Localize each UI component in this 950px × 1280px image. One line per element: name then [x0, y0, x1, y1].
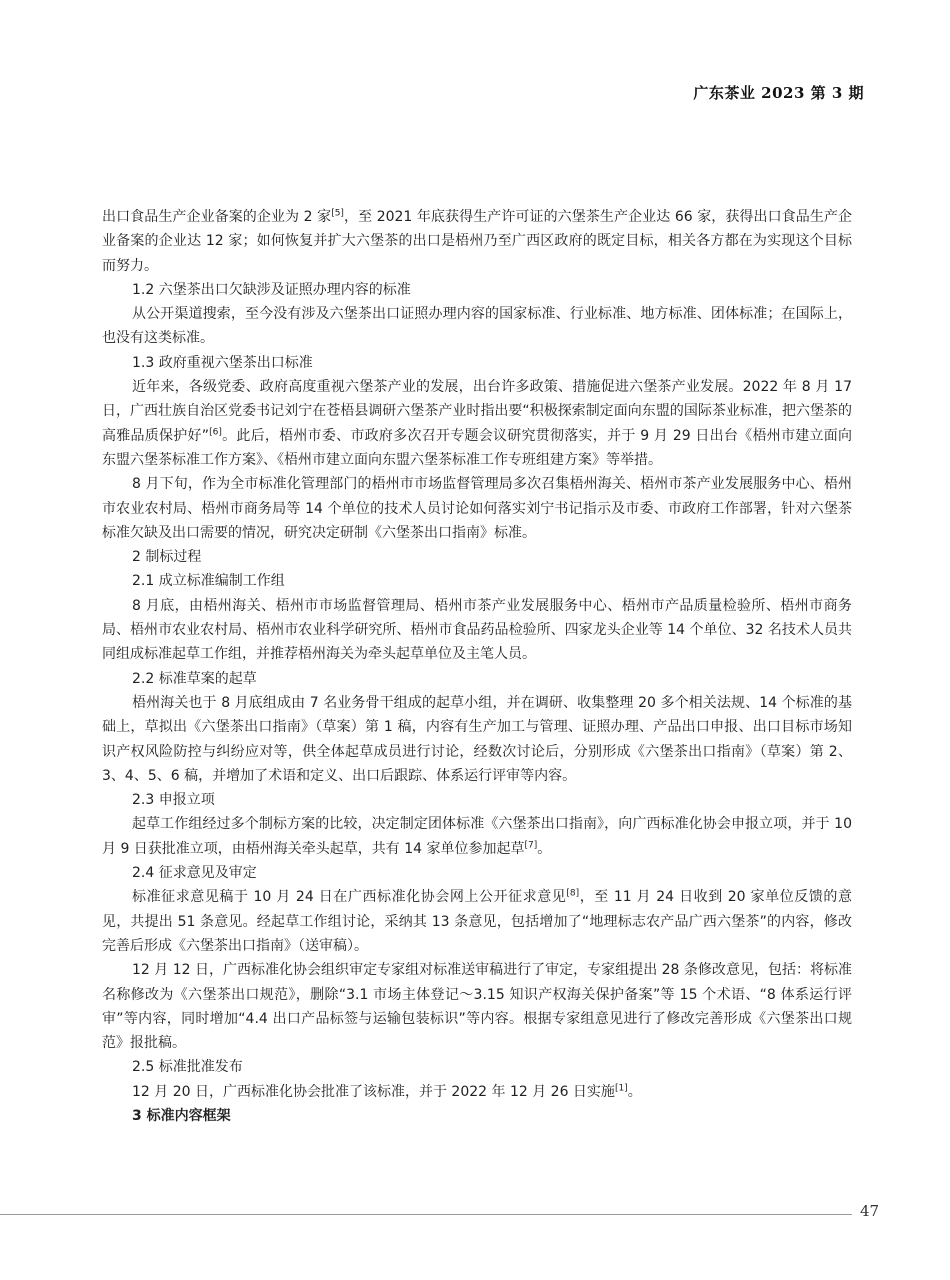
paragraph: 近年来，各级党委、政府高度重视六堡茶产业的发展，出台许多政策、措施促进六堡茶产业发展。2022 年 8 月 17 日，广西壮族自治区党委书记刘宁在苍梧县调研六堡茶产业时指出要“积极探索制定面向东盟的国际茶业标准，把六堡茶的高雅品质保护好”[6]。此后，梧州市委、市政府多次召开专题会议研究贯彻落实，并于 9 月 29 日出台《梧州市建立面向东盟六堡茶标准工作方案》、《梧州市建立面向东盟六堡茶标准工作专班组建方案》等举措。 — [102, 379, 852, 468]
paragraph: 8 月下旬，作为全市标准化管理部门的梧州市市场监督管理局多次召集梧州海关、梧州市茶产业发展服务中心、梧州市农业农村局、梧州市商务局等 14 个单位的技术人员讨论如何落实刘宁书记指示及市委、市政府工作部署，针对六堡茶标准欠缺及出口需要的情况，研究决定研制《六堡茶出口指南》标准。 — [102, 476, 852, 541]
citation: [8] — [566, 888, 580, 899]
page-number: 47 — [860, 1202, 880, 1220]
paragraph: 12 月 20 日，广西标准化协会批准了该标准，并于 2022 年 12 月 26 日实施[1]。 — [132, 1083, 642, 1100]
citation: [6] — [209, 427, 222, 438]
paragraph: 标准征求意见稿于 10 月 24 日在广西标准化协会网上公开征求意见[8]，至 11 月 24 日收到 20 家单位反馈的意见，共提出 51 条意见。经起草工作组讨论，采纳其 13 条意见，包括增加了“地理标志农产品广西六堡茶”的内容，修改完善后形成《六堡茶出口指南》（送审稿）。 — [102, 888, 852, 954]
paragraph: 从公开渠道搜索，至今没有涉及六堡茶出口证照办理内容的国家标准、行业标准、地方标准、团体标准；在国际上，也没有这类标准。 — [102, 306, 852, 347]
citation: [7] — [524, 840, 538, 851]
section-heading: 2.3 申报立项 — [132, 792, 215, 809]
paragraph: 8 月底，由梧州海关、梧州市市场监督管理局、梧州市茶产业发展服务中心、梧州市产品质量检验所、梧州市商务局、梧州市农业农村局、梧州市农业科学研究所、梧州市食品药品检验所、四家龙头企业等 14 个单位、32 名技术人员共同组成标准起草工作组，并推荐梧州海关为牵头起草单位及主笔人员。 — [102, 597, 852, 663]
section-heading: 2.5 标准批准发布 — [132, 1059, 243, 1076]
section-heading: 1.2 六堡茶出口欠缺涉及证照办理内容的标准 — [132, 281, 411, 298]
section-heading: 1.3 政府重视六堡茶出口标准 — [132, 354, 313, 371]
section-heading: 2.4 征求意见及审定 — [132, 865, 257, 882]
journal-header: 广东茶业 2023 第 3 期 — [693, 84, 864, 102]
article-body — [102, 205, 852, 1128]
paragraph: 起草工作组经过多个制标方案的比较，决定制定团体标准《六堡茶出口指南》，向广西标准化协会申报立项，并于 10 月 9 日获批准立项，由梧州海关牵头起草，共有 14 家单位参加起草[7]。 — [102, 816, 852, 857]
section-heading: 2.1 成立标准编制工作组 — [132, 573, 285, 590]
paragraph: 12 月 12 日，广西标准化协会组织审定专家组对标准送审稿进行了审定，专家组提出 28 条修改意见，包括：将标准名称修改为《六堡茶出口规范》，删除“3.1 市场主体登记～3.15 知识产权海关保护备案”等 15 个术语、“8 体系运行评审”等内容，同时增加“4.4 出口产品标签与运输包装标识”等内容。根据专家组意见进行了修改完善形成《六堡茶出口规范》报批稿。 — [102, 962, 852, 1052]
section-heading: 2 制标过程 — [132, 549, 202, 566]
paragraph: 出口食品生产企业备案的企业为 2 家[5]，至 2021 年底获得生产许可证的六堡茶生产企业达 66 家，获得出口食品生产企业备案的企业达 12 家；如何恢复并扩大六堡茶的出口是梧州乃至广西区政府的既定目标，相关各方都在为实现这个目标而努力。 — [102, 208, 852, 274]
citation: [1] — [614, 1083, 628, 1094]
citation: [5] — [331, 208, 344, 219]
section-heading: 3 标准内容框架 — [132, 1107, 231, 1124]
footer-rule — [0, 1214, 852, 1215]
paragraph: 梧州海关也于 8 月底组成由 7 名业务骨干组成的起草小组，并在调研、收集整理 20 多个相关法规、14 个标准的基础上，草拟出《六堡茶出口指南》（草案）第 1 稿，内容有生产加工与管理、证照办理、产品出口申报、出口目标市场知识产权风险防控与纠纷应对等，供全体起草成员进行讨论，经数次讨论后，分别形成《六堡茶出口指南》（草案）第 2、3、4、5、6 稿，并增加了术语和定义、出口后跟踪、体系运行评审等内容。 — [102, 694, 852, 784]
section-heading: 2.2 标准草案的起草 — [132, 670, 257, 687]
